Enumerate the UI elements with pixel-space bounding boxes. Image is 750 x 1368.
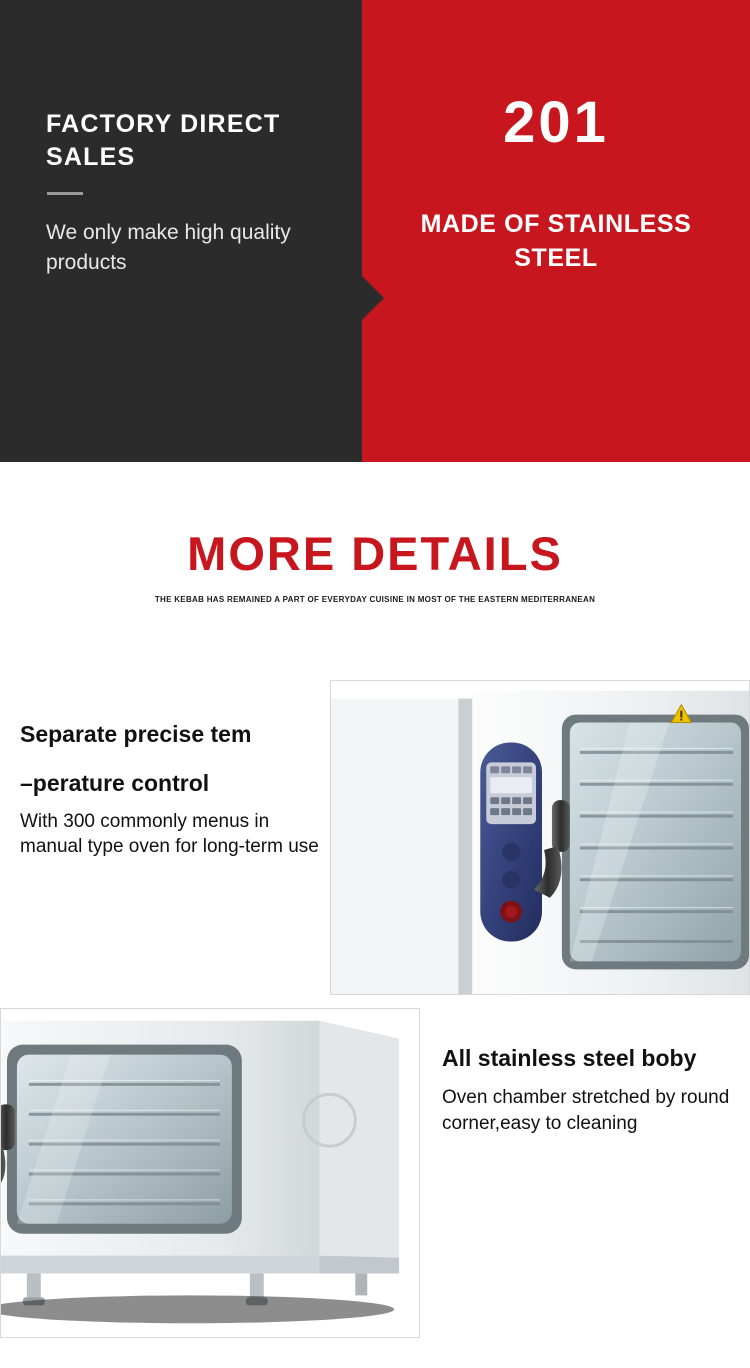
banner-divider bbox=[47, 192, 83, 195]
section1-product-photo bbox=[330, 680, 750, 995]
banner-left-subtitle: We only make high quality products bbox=[46, 221, 291, 275]
section2-text-block bbox=[442, 1046, 742, 1137]
section2-heading: All stainless steel boby bbox=[442, 1045, 697, 1071]
more-details-header bbox=[0, 527, 750, 604]
more-details-title: MORE DETAILS bbox=[187, 527, 563, 580]
banner-right-number: 201 bbox=[503, 90, 609, 155]
banner-left-title: FACTORY DIRECT SALES bbox=[46, 110, 281, 171]
section1-text-block bbox=[20, 722, 320, 860]
more-details-subtitle: THE KEBAB HAS REMAINED A PART OF EVERYDAY CUISINE IN MOST OF THE EASTERN MEDITERRANEAN bbox=[154, 595, 596, 604]
oven-control-panel-illustration bbox=[331, 681, 749, 994]
section1-body-text: With 300 commonly menus in manual type oven for long-term use bbox=[20, 810, 319, 858]
section2-product-photo bbox=[0, 1008, 420, 1338]
section2-body-text: Oven chamber stretched by round corner,easy to cleaning bbox=[442, 1087, 730, 1134]
banner-arrow-icon bbox=[362, 276, 384, 320]
top-banner bbox=[0, 0, 750, 462]
oven-chamber-illustration bbox=[1, 1009, 419, 1337]
section1-heading-line1: Separate precise tem bbox=[20, 721, 252, 747]
control-panel bbox=[480, 742, 542, 941]
section1-heading-line2: –perature control bbox=[20, 770, 210, 797]
banner-right-title: MADE OF STAINLESS STEEL bbox=[420, 210, 692, 272]
